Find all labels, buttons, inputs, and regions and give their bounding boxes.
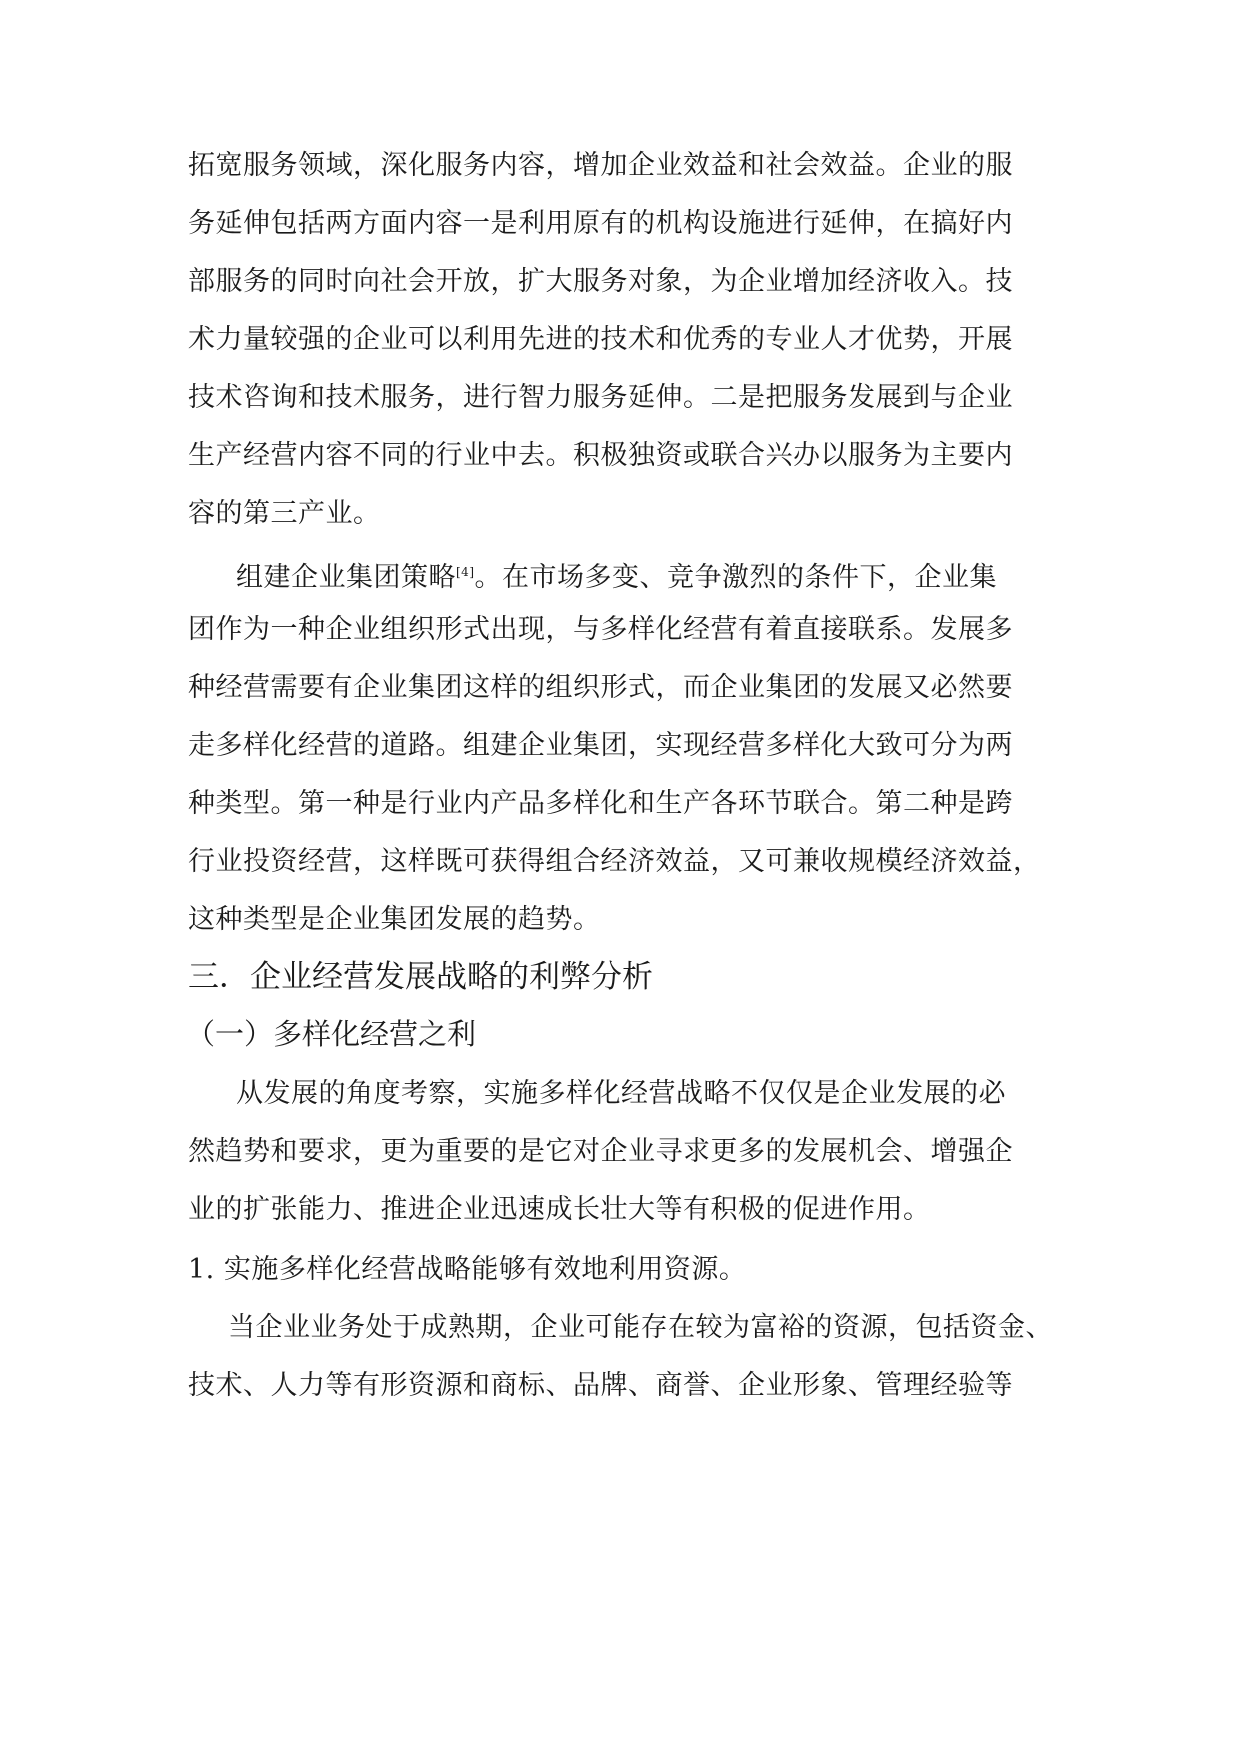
text-line: 业的扩张能力、推进企业迅速成长壮大等有积极的促进作用。 (188, 1194, 931, 1225)
paragraph-lead: 组建企业集团策略 (236, 562, 456, 593)
text-line: 种类型。第一种是行业内产品多样化和生产各环节联合。第二种是跨 (188, 788, 1013, 819)
text-line: 容的第三产业。 (188, 498, 381, 529)
text-line: 走多样化经营的道路。组建企业集团，实现经营多样化大致可分为两 (188, 730, 1013, 761)
text-line (236, 552, 997, 598)
text-line: 拓宽服务领域，深化服务内容，增加企业效益和社会效益。企业的服 (188, 150, 1013, 181)
text-line: 生产经营内容不同的行业中去。积极独资或联合兴办以服务为主要内 (188, 440, 1013, 471)
citation-marker: [4] (456, 565, 475, 579)
text-line: 技术、人力等有形资源和商标、品牌、商誉、企业形象、管理经验等 (188, 1370, 1013, 1401)
section-heading: 三．企业经营发展战略的利弊分析 (188, 959, 653, 995)
text-line: 务延伸包括两方面内容一是利用原有的机构设施进行延伸，在搞好内 (188, 208, 1013, 239)
text-line: 然趋势和要求，更为重要的是它对企业寻求更多的发展机会、增强企 (188, 1136, 1013, 1167)
paragraph-lead-rest: 。在市场多变、竞争激烈的条件下，企业集 (474, 562, 997, 593)
text-line: 技术咨询和技术服务，进行智力服务延伸。二是把服务发展到与企业 (188, 382, 1013, 413)
list-item: 1. 实施多样化经营战略能够有效地利用资源。 (188, 1254, 747, 1285)
text-line: 团作为一种企业组织形式出现，与多样化经营有着直接联系。发展多 (188, 614, 1013, 645)
text-line: 当企业业务处于成熟期，企业可能存在较为富裕的资源，包括资金、 (228, 1312, 1053, 1343)
text-line: 部服务的同时向社会开放，扩大服务对象，为企业增加经济收入。技 (188, 266, 1013, 297)
text-line: 从发展的角度考察，实施多样化经营战略不仅仅是企业发展的必 (236, 1078, 1006, 1109)
text-line: 这种类型是企业集团发展的趋势。 (188, 904, 601, 935)
subsection-heading: （一）多样化经营之利 (186, 1017, 477, 1051)
text-line: 种经营需要有企业集团这样的组织形式，而企业集团的发展又必然要 (188, 672, 1013, 703)
text-line: 术力量较强的企业可以利用先进的技术和优秀的专业人才优势，开展 (188, 324, 1013, 355)
text-line: 行业投资经营，这样既可获得组合经济效益，又可兼收规模经济效益， (188, 846, 1041, 877)
